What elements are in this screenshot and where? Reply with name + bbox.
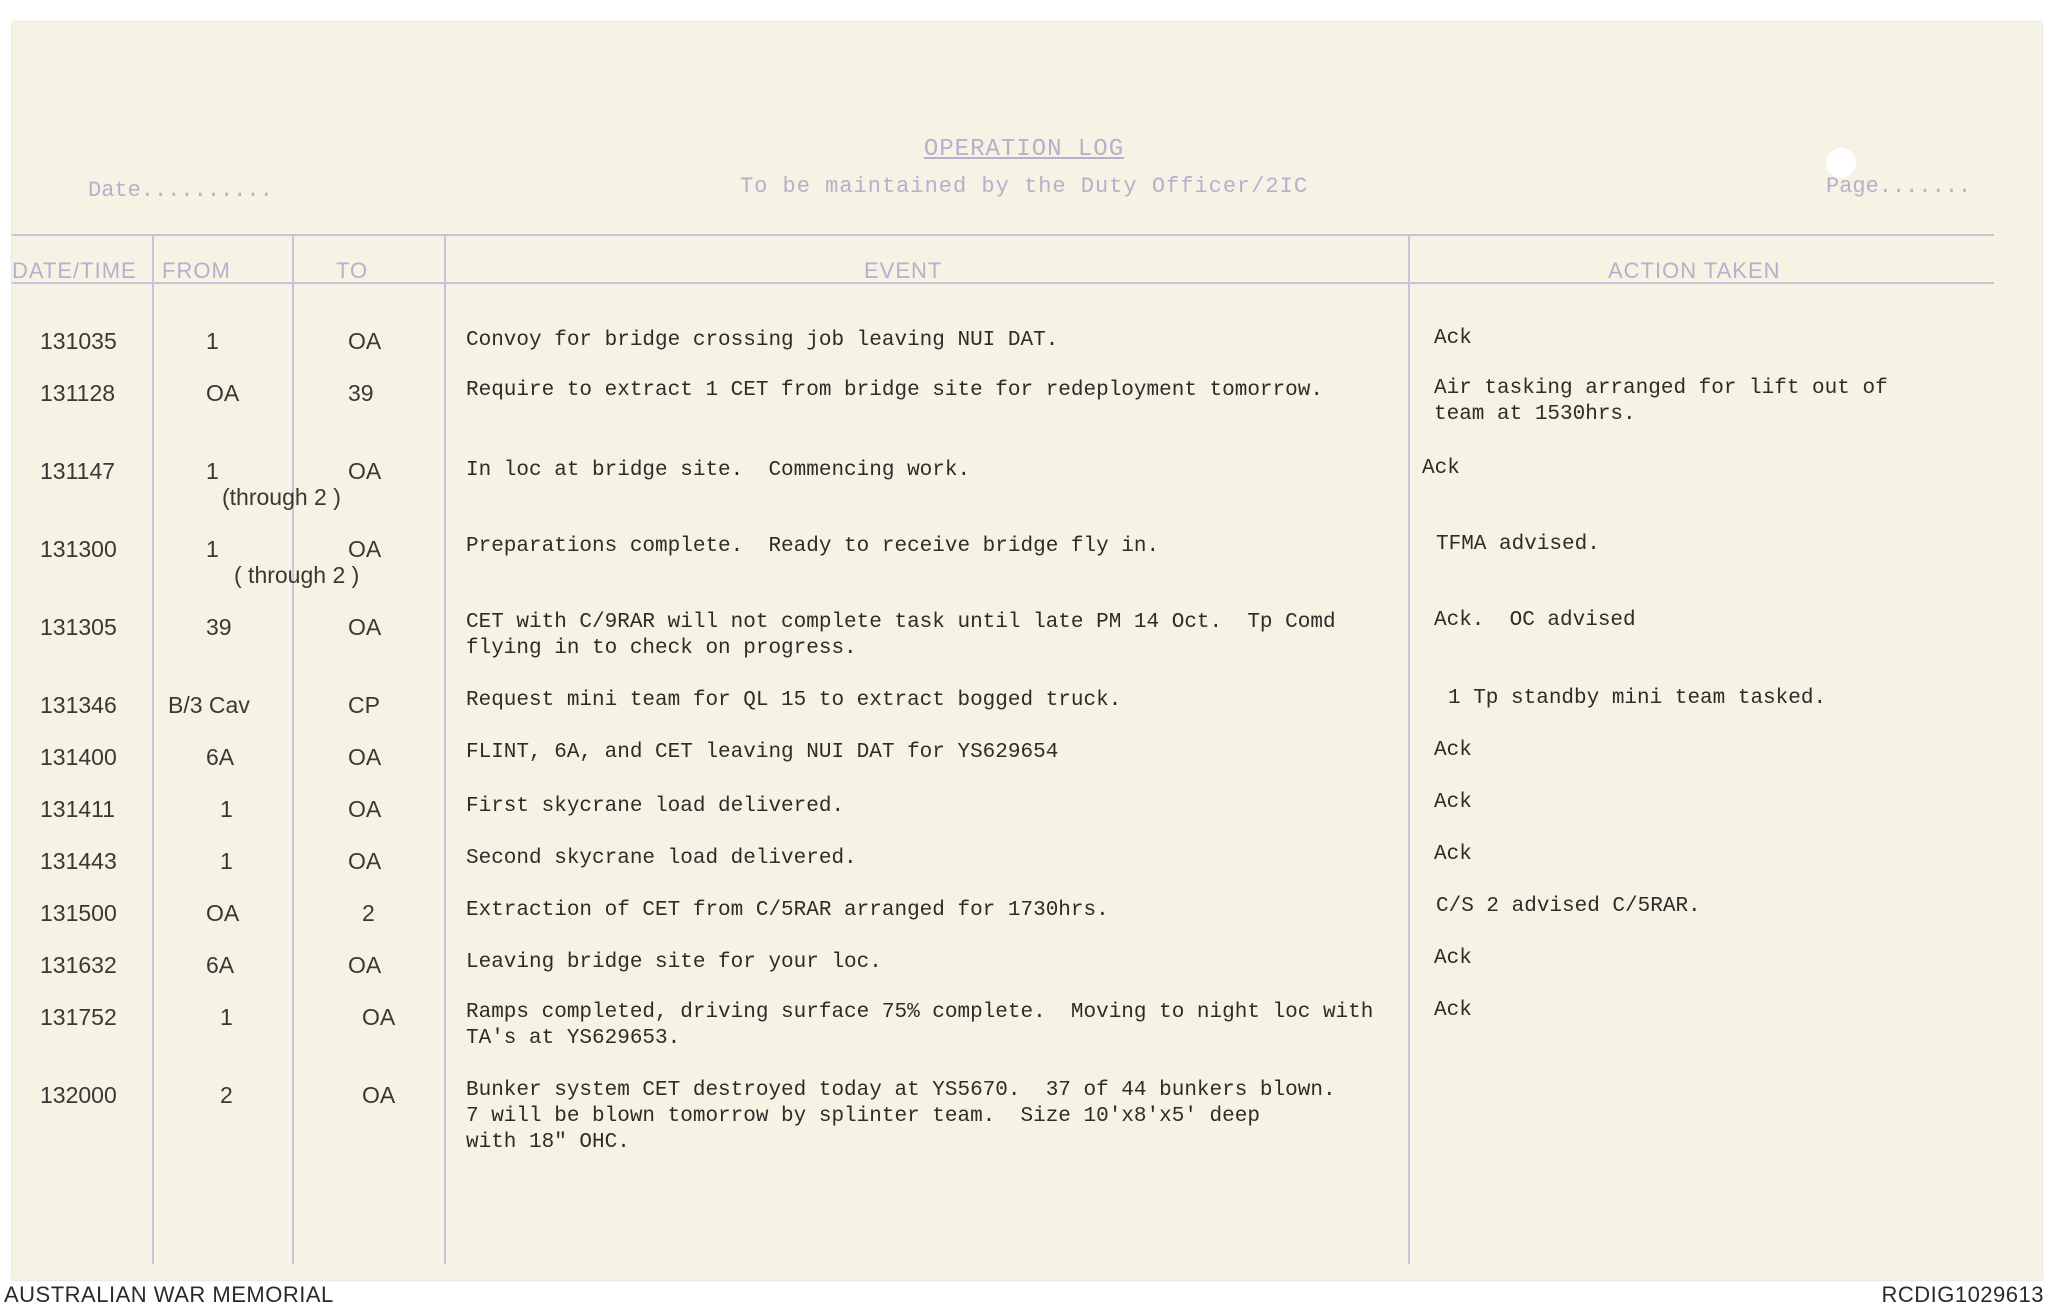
column-divider [152, 234, 154, 1264]
row-via: (through 2 ) [222, 484, 341, 510]
row-from: OA [206, 900, 240, 926]
row-datetime: 131411 [40, 796, 116, 822]
column-divider [444, 234, 446, 1264]
row-action: 1 Tp standby mini team tasked. [1448, 687, 1827, 710]
row-from: 1 [220, 796, 233, 822]
row-action: Air tasking arranged for lift out of team at 1530hrs. [1434, 377, 1888, 426]
page-field: Page....... [1826, 174, 1972, 199]
row-from: 1 [220, 1004, 233, 1030]
row-to: OA [348, 614, 382, 640]
row-datetime: 131400 [40, 744, 117, 770]
row-to: OA [362, 1004, 396, 1030]
row-to: 2 [362, 900, 375, 926]
row-action: Ack [1434, 999, 1472, 1022]
row-from: 1 [206, 328, 219, 354]
row-to: OA [348, 952, 382, 978]
row-to: OA [348, 848, 382, 874]
row-event: Extraction of CET from C/5RAR arranged for 1730hrs. [466, 899, 1109, 922]
document-subtitle: To be maintained by the Duty Officer/2IC [739, 174, 1309, 199]
row-to: OA [362, 1082, 396, 1108]
document-title: OPERATION LOG [923, 136, 1125, 163]
row-event: Ramps completed, driving surface 75% complete. Moving to night loc with TA's at YS629653. [466, 1001, 1374, 1050]
row-from: 1 [206, 458, 219, 484]
row-to: OA [348, 536, 382, 562]
row-event: Request mini team for QL 15 to extract bogged truck. [466, 689, 1122, 712]
row-from: 39 [206, 614, 232, 640]
row-event: In loc at bridge site. Commencing work. [466, 459, 971, 482]
row-from: 1 [206, 536, 219, 562]
row-action: Ack [1434, 327, 1472, 350]
row-datetime: 131500 [40, 900, 117, 926]
row-action: Ack [1434, 843, 1472, 866]
row-action: Ack [1434, 791, 1472, 814]
row-datetime: 132000 [40, 1082, 117, 1108]
row-event: Second skycrane load delivered. [466, 847, 857, 870]
row-from: 6A [206, 744, 235, 770]
row-action: Ack [1434, 739, 1472, 762]
row-datetime: 131752 [40, 1004, 117, 1030]
row-action: Ack [1422, 457, 1460, 480]
row-datetime: 131300 [40, 536, 117, 562]
column-divider [1408, 234, 1410, 1264]
column-header-datetime: DATE/TIME [12, 258, 137, 283]
column-header-event: EVENT [864, 258, 943, 283]
column-header-from: FROM [162, 258, 231, 283]
row-event: Leaving bridge site for your loc. [466, 951, 882, 974]
row-datetime: 131035 [40, 328, 117, 354]
row-datetime: 131147 [40, 458, 116, 484]
row-event: FLINT, 6A, and CET leaving NUI DAT for YS629654 [466, 741, 1059, 764]
row-action: Ack [1434, 947, 1472, 970]
row-action: C/S 2 advised C/5RAR. [1436, 895, 1701, 918]
row-event: CET with C/9RAR will not complete task until late PM 14 Oct. Tp Comd flying in to check on progress. [466, 611, 1336, 660]
row-action: Ack. OC advised [1434, 609, 1636, 632]
row-datetime: 131128 [40, 380, 116, 406]
row-event: First skycrane load delivered. [466, 795, 845, 818]
row-event: Preparations complete. Ready to receive bridge fly in. [466, 535, 1160, 558]
footer-archive-label: AUSTRALIAN WAR MEMORIAL [4, 1282, 334, 1307]
row-event: Require to extract 1 CET from bridge site for redeployment tomorrow. [466, 379, 1323, 402]
row-to: OA [348, 458, 382, 484]
column-header-to: TO [336, 258, 369, 283]
table-top-rule [12, 234, 1994, 236]
row-to: OA [348, 328, 382, 354]
row-to: OA [348, 744, 382, 770]
row-datetime: 131632 [40, 952, 117, 978]
row-to: OA [348, 796, 382, 822]
row-from: 6A [206, 952, 235, 978]
row-via: ( through 2 ) [234, 562, 360, 588]
footer-catalogue-id: RCDIG1029613 [1881, 1282, 2044, 1307]
row-to: 39 [348, 380, 374, 406]
row-datetime: 131305 [40, 614, 117, 640]
row-from: 2 [220, 1082, 233, 1108]
row-datetime: 131346 [40, 692, 117, 718]
row-to: CP [348, 692, 380, 718]
row-event: Convoy for bridge crossing job leaving NUI DAT. [466, 329, 1059, 352]
row-from: OA [206, 380, 240, 406]
row-event: Bunker system CET destroyed today at YS5670. 37 of 44 bunkers blown. 7 will be blown tomorrow by splinter team. Size 10'x8'x5' deep with 18" OHC. [466, 1079, 1336, 1154]
date-field: Date.......... [88, 178, 273, 203]
column-divider [292, 234, 294, 1264]
row-datetime: 131443 [40, 848, 117, 874]
column-header-action: ACTION TAKEN [1608, 258, 1781, 283]
row-from: 1 [220, 848, 233, 874]
row-action: TFMA advised. [1436, 533, 1600, 556]
row-from: B/3 Cav [168, 692, 250, 718]
